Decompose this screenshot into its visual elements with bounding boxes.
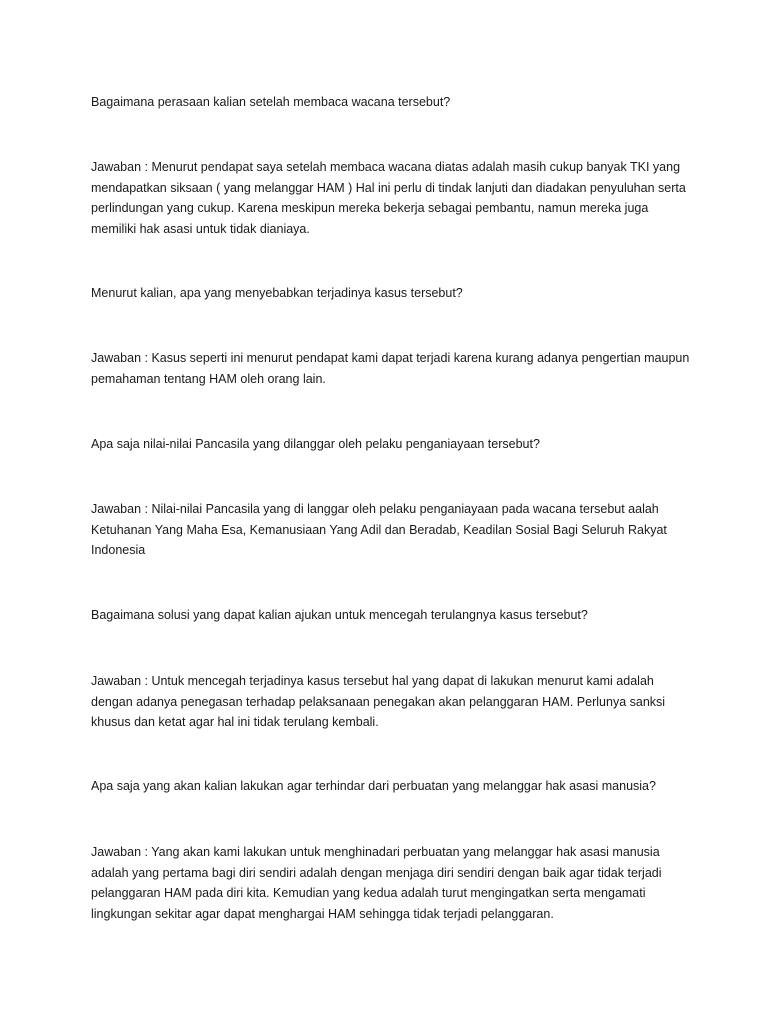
answer-5: Jawaban : Yang akan kami lakukan untuk menghinadari perbuatan yang melanggar hak asasi manusia adalah yang pertama bagi diri sendiri adalah dengan menjaga diri sendiri dengan baik agar tidak terjadi pelanggaran HAM pada diri kita. Kemudian yang kedua adalah turut mengingatkan serta mengamati lingkungan sekitar agar dapat menghargai HAM sehingga tidak terjadi pelanggaran.	[91, 845, 662, 921]
question-3: Apa saja nilai-nilai Pancasila yang dilanggar oleh pelaku penganiayaan tersebut?	[91, 437, 540, 451]
question-5: Apa saja yang akan kalian lakukan agar terhindar dari perbuatan yang melanggar hak asasi manusia?	[91, 779, 656, 793]
question-2: Menurut kalian, apa yang menyebabkan terjadinya kasus tersebut?	[91, 286, 463, 300]
question-4: Bagaimana solusi yang dapat kalian ajukan untuk mencegah terulangnya kasus tersebut?	[91, 608, 588, 622]
answer-2: Jawaban : Kasus seperti ini menurut pendapat kami dapat terjadi karena kurang adanya pengertian maupun pemahaman tentang HAM oleh orang lain.	[91, 351, 690, 386]
answer-3: Jawaban : Nilai-nilai Pancasila yang di langgar oleh pelaku penganiayaan pada wacana tersebut aalah Ketuhanan Yang Maha Esa, Kemanusiaan Yang Adil dan Beradab, Keadilan Sosial Bagi Seluruh Rakyat Indonesia	[91, 502, 667, 557]
question-1: Bagaimana perasaan kalian setelah membaca wacana tersebut?	[91, 95, 451, 109]
answer-1: Jawaban : Menurut pendapat saya setelah membaca wacana diatas adalah masih cukup banyak TKI yang mendapatkan siksaan ( yang melanggar HAM ) Hal ini perlu di tindak lanjuti dan diadakan penyuluhan serta perlindungan yang cukup. Karena meskipun mereka bekerja sebagai pembantu, namun mereka juga memiliki hak asasi untuk tidak dianiaya.	[91, 160, 686, 236]
answer-4: Jawaban : Untuk mencegah terjadinya kasus tersebut hal yang dapat di lakukan menurut kami adalah dengan adanya penegasan terhadap pelaksanaan penegakan akan pelanggaran HAM. Perlunya sanksi khusus dan ketat agar hal ini tidak terulang kembali.	[91, 674, 666, 729]
